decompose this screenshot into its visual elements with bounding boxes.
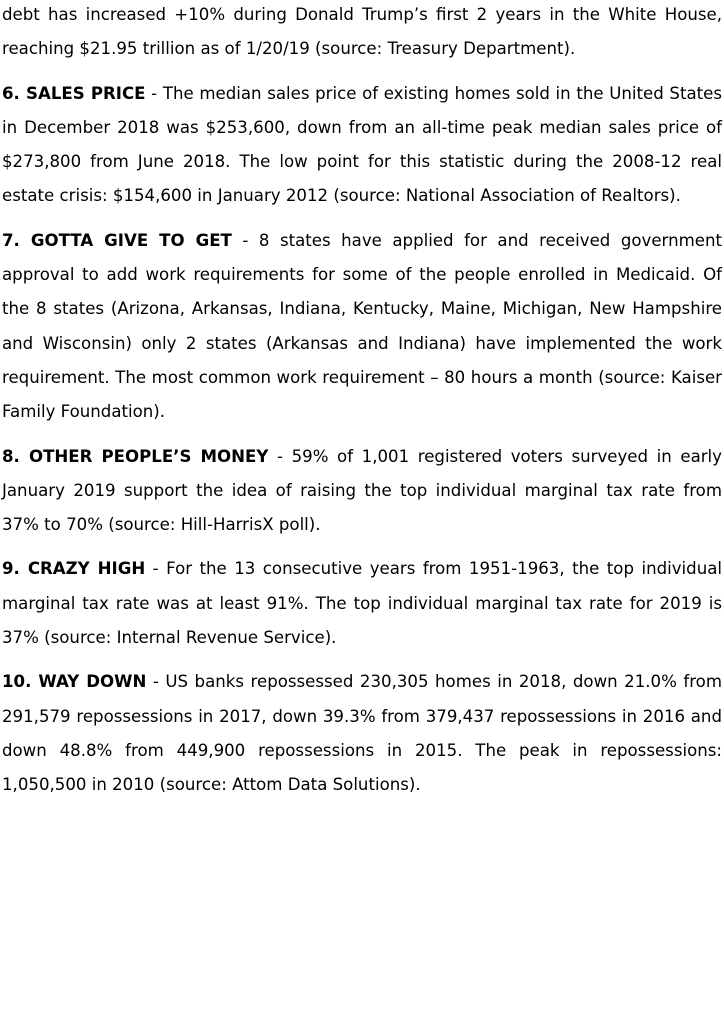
item-heading: [2, 84, 145, 103]
item-separator: -: [268, 446, 292, 466]
item-heading: [2, 231, 232, 250]
item-way-down: [2, 665, 722, 802]
item-other-peoples-money: [2, 440, 722, 543]
item-title: CRAZY HIGH: [27, 559, 146, 579]
item-number: 10.: [2, 672, 32, 692]
item-title: SALES PRICE: [26, 83, 146, 103]
item-heading: [2, 672, 146, 691]
item-body: For the 13 consecutive years from 1951-1963, the top individual marginal tax rate was at least 91%. The top individual marginal tax rate for 2019 is 37% (source: Internal Revenue Service).: [2, 559, 722, 648]
item-sales-price: [2, 77, 722, 214]
item-title: WAY DOWN: [38, 672, 147, 692]
item-number: 9.: [2, 559, 20, 579]
item-separator: -: [145, 83, 163, 103]
item-title: GOTTA GIVE TO GET: [30, 230, 232, 250]
item-number: 8.: [2, 446, 20, 466]
item-heading: [2, 447, 268, 466]
item-body: US banks repossessed 230,305 homes in 2018, down 21.0% from 291,579 repossessions in 2017, down 39.3% from 379,437 repossessions in 2016 and down 48.8% from 449,900 repossessions in 2015. The peak in repossessions: 1,050,500 in 2010 (source: Attom Data Solutions).: [2, 672, 722, 795]
intro-paragraph: [2, 0, 722, 67]
item-separator: -: [145, 559, 167, 579]
item-body: 8 states have applied for and received government approval to add work requirements for some of the people enrolled in Medicaid. Of the 8 states (Arizona, Arkansas, Indiana, Kentucky, Maine, Michigan, New Hampshire and Wisconsin) only 2 states (Arkansas and Indiana) have implemented the work requirement. The most common work requirement – 80 hours a month (source: Kaiser Family Foundation).: [2, 230, 722, 422]
item-body: 59% of 1,001 registered voters surveyed in early January 2019 support the idea of raising the top individual marginal tax rate from 37% to 70% (source: Hill-HarrisX poll).: [2, 446, 722, 535]
document-page: [2, 0, 722, 813]
item-number: 7.: [2, 230, 20, 250]
item-separator: -: [146, 672, 166, 692]
item-title: OTHER PEOPLE’S MONEY: [28, 446, 269, 466]
item-number: 6.: [2, 83, 20, 103]
intro-text: debt has increased +10% during Donald Trump’s first 2 years in the White House, reaching $21.95 trillion as of 1/20/19 (source: Treasury Department).: [2, 5, 722, 59]
item-gotta-give-to-get: [2, 224, 722, 430]
item-crazy-high: [2, 552, 722, 655]
item-heading: [2, 559, 145, 578]
item-body: The median sales price of existing homes sold in the United States in December 2018 was $253,600, down from an all-time peak median sales price of $273,800 from June 2018. The low point for this statistic during the 2008-12 real estate crisis: $154,600 in January 2012 (source: National Association of Realtors).: [2, 83, 722, 206]
item-separator: -: [231, 230, 259, 250]
